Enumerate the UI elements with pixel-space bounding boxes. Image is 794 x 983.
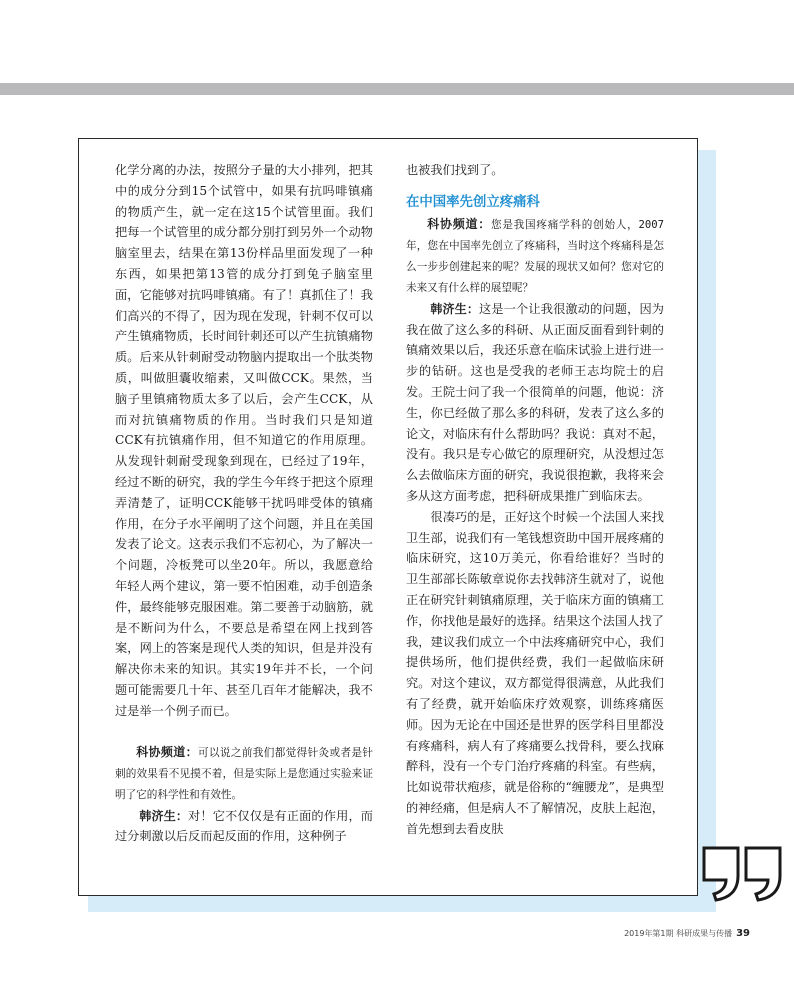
page-number: 39 [736,928,750,939]
section-title: 在中国率先创立疼痛科 [406,194,540,210]
speaker-label: 科协频道： [136,744,199,759]
right-column [406,160,664,840]
left-column [115,160,373,847]
answer-paragraph [115,806,373,848]
page-footer [590,928,750,942]
interviewer-question [115,742,373,806]
answer-text: 对！它不仅仅是有正面的作用，而过分刺激以后反而起反面的作用，这种例子 [115,808,373,844]
speaker-label: 韩济生： [430,301,480,316]
answer-text: 这是一个让我很激动的问题，因为我在做了这么多的科研、从正面反面看到针刺的镇痛效果以后，我还乐意在临床试验上进行进一步的钻研。这也是受我的老师王志均院士的启发。王院士问了我一个很简单的问题，他说：济生，你已经做了那么多的科研，发表了这么多的论文，对临床有什么帮助吗？我说：真对不起，没有。我只是专心做它的原理研究，从没想过怎么去做临床方面的研究，我说很抱歉，我将来会多从这方面考虑，把科研成果推广到临床去。 [406,301,664,503]
body-paragraph: 很凑巧的是，正好这个时候一个法国人来找卫生部，说我们有一笔钱想资助中国开展疼痛的临床研究，这10万美元，你看给谁好？当时的卫生部部长陈敏章说你去找韩济生就对了，说他正在研究针刺镇痛原理，关于临床方面的镇痛工作，你找他是最好的选择。结果这个法国人找了我，建议我们成立一个中法疼痛研究中心，我们提供场所，他们提供经费，我们一起做临床研究。对这个建议，双方都觉得很满意，从此我们有了经费，就开始临床疗效观察，训练疼痛医师。因为无论在中国还是世界的医学科目里都没有疼痛科，病人有了疼痛要么找骨科，要么找麻醉科，没有一个专门治疗疼痛的科室。有些病，比如说带状疱疹，就是俗称的“缠腰龙”，是典型的神经痛，但是病人不了解情况，皮肤上起泡，首先想到去看皮肤 [406,509,664,836]
question-text: 您是我国疼痛学科的创始人，2007年，您在中国率先创立了疼痛科，当时这个疼痛科是怎么一步步创建起来的呢？发展的现状又如何？您对它的未来又有什么样的展望呢？ [406,218,664,294]
continued-text: 也被我们找到了。 [406,163,504,177]
body-paragraph: 化学分离的办法，按照分子量的大小排列，把其中的成分分到15个试管中，如果有抗吗啡镇痛的物质产生，就一定在这15个试管里面。我们把每一个试管里的成分都分别打到另外一个动物脑室里去，结果在第13份样品里面发现了一种东西，如果把第13管的成分打到兔子脑室里面，它能够对抗吗啡镇痛。有了！真抓住了！我们高兴的不得了，因为现在发现，针刺不仅可以产生镇痛物质，长时间针刺还可以产生抗镇痛物质。后来从针刺耐受动物脑内提取出一个肽类物质，叫做胆囊收缩素，又叫做CCK。果然，当脑子里镇痛物质太多了以后，会产生CCK，从而对抗镇痛物质的作用。当时我们只是知道CCK有抗镇痛作用，但不知道它的作用原理。从发现针刺耐受现象到现在，已经过了19年，经过不断的研究，我的学生今年终于把这个原理弄清楚了，证明CCK能够干扰吗啡受体的镇痛作用，在分子水平阐明了这个问题，并且在美国发表了论文。这表示我们不忘初心，为了解决一个问题，冷板凳可以坐20年。所以，我愿意给年轻人两个建议，第一要不怕困难，动手创造条件，最终能够克服困难。第二要善于动脑筋，就是不断问为什么，不要总是希望在网上找到答案，网上的答案是现代人类的知识，但是并没有解决你未来的知识。其实19年并不长，一个问题可能需要几十年、甚至几百年才能解决，我不过是举一个例子而已。 [115,163,373,718]
question-text: 可以说之前我们都觉得针灸或者是针刺的效果看不见摸不着，但是实际上是您通过实验来证明了它的科学性和有效性。 [115,746,373,801]
closing-quote-icon [700,846,786,902]
issue-info: 2019年第1期 科研成果与传播 [624,929,733,938]
interviewer-question [406,214,664,299]
speaker-label: 韩济生： [139,808,189,823]
answer-paragraph [406,299,664,507]
header-band [0,83,794,95]
speaker-label: 科协频道： [427,216,491,231]
